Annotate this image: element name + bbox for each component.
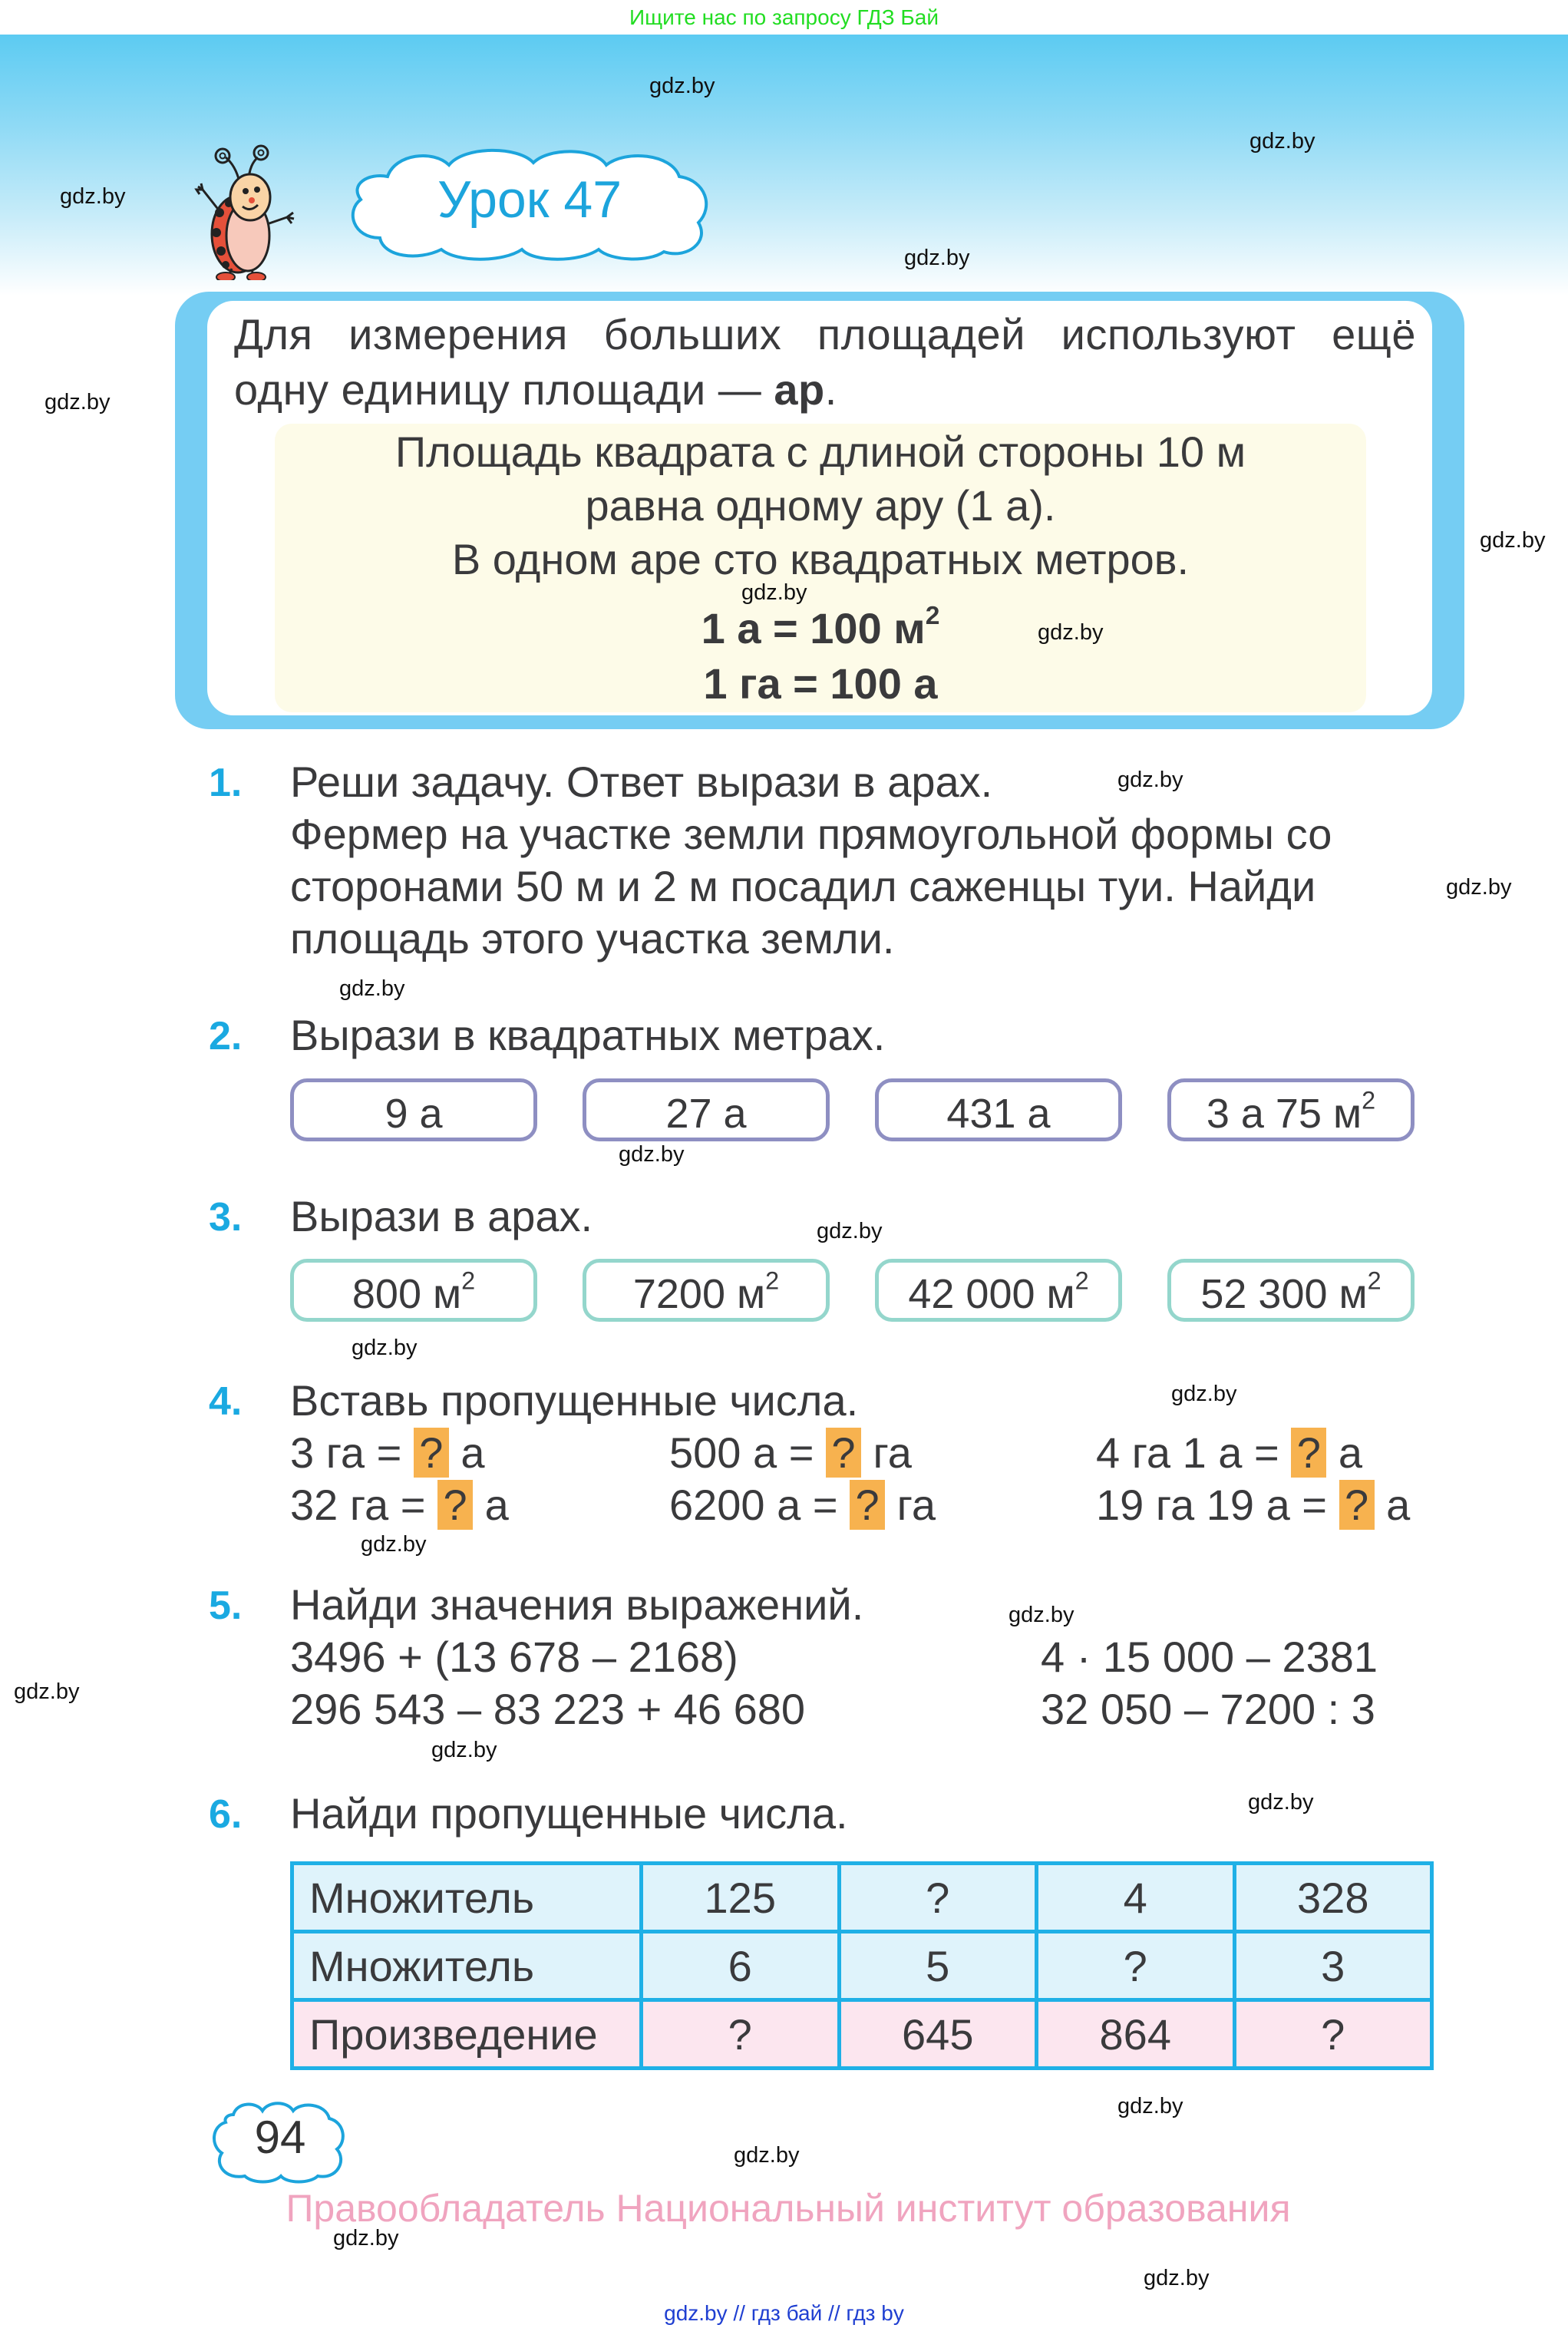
info-intro-text: одну единицу площади — (234, 365, 774, 414)
formula-are-text: 1 а = 100 м (701, 604, 926, 652)
task-2-item-exp: 2 (1362, 1086, 1376, 1115)
table-cell: 645 (839, 2000, 1037, 2069)
watermark-text: gdz.by (1038, 620, 1104, 645)
watermark-text: gdz.by (1117, 2094, 1183, 2118)
table-cell: 864 (1037, 2000, 1235, 2069)
table-row (292, 1864, 1432, 1932)
eq-right: а (1326, 1428, 1362, 1477)
table-cell: 328 (1234, 1864, 1432, 1932)
rule-line-1: Площадь квадрата с длиной стороны 10 м (394, 428, 1246, 476)
watermark-text: gdz.by (333, 2226, 399, 2250)
watermark-text: gdz.by (619, 1142, 685, 1167)
eq-right: а (473, 1481, 509, 1529)
task-2-title: Вырази в квадратных метрах. (290, 1011, 886, 1059)
info-intro-line-2 (234, 362, 1416, 418)
task-3-item-text: 42 000 м (908, 1271, 1075, 1317)
table-cell[interactable]: ? (1234, 2000, 1432, 2069)
lesson-title: Урок 47 (437, 170, 622, 229)
task-4-number: 4. (209, 1379, 243, 1424)
task-2-number: 2. (209, 1014, 243, 1058)
task-2-item[interactable] (583, 1078, 830, 1141)
task-4-equation (290, 1480, 509, 1530)
task-1-number: 1. (209, 761, 243, 805)
eq-left: 19 га 19 а = (1096, 1481, 1339, 1529)
task-4-equation (1096, 1480, 1410, 1530)
task-2-item[interactable] (1167, 1078, 1415, 1141)
task-1-line-1: Реши задачу. Ответ вырази в арах. (290, 758, 993, 806)
task-1-line-2: Фермер на участке земли прямоугольной формы со (290, 810, 1332, 858)
info-intro (234, 307, 1416, 418)
ladybug-mascot-icon (192, 142, 299, 280)
bottom-links[interactable]: gdz.by // гдз бай // гдз by (664, 2301, 904, 2325)
formula-are-exponent: 2 (925, 601, 940, 630)
watermark-text: gdz.by (1249, 129, 1315, 154)
task-5-number: 5. (209, 1583, 243, 1628)
info-intro-term: ар (774, 365, 825, 414)
watermark-text: gdz.by (60, 184, 126, 209)
task-4-equation (290, 1428, 485, 1478)
eq-right: га (885, 1481, 936, 1529)
task-3-item-text: 800 м (352, 1271, 462, 1317)
formula-hectare: 1 га = 100 а (703, 659, 938, 708)
eq-right: а (1374, 1481, 1411, 1529)
task-5-title: Найди значения выражений. (290, 1580, 864, 1629)
task-3-item-text: 52 300 м (1200, 1271, 1368, 1317)
table-cell: 5 (839, 1932, 1037, 2000)
expression: 32 050 – 7200 : 3 (1041, 1685, 1375, 1733)
task-4-equation (1096, 1428, 1362, 1478)
task-3-item[interactable] (583, 1259, 830, 1322)
answer-placeholder[interactable]: ? (850, 1480, 885, 1530)
eq-left: 6200 а = (669, 1481, 850, 1529)
answer-placeholder[interactable]: ? (1291, 1428, 1326, 1478)
watermark-text: gdz.by (649, 74, 715, 98)
task-4-title: Вставь пропущенные числа. (290, 1376, 859, 1425)
task-6-number: 6. (209, 1792, 243, 1837)
table-cell: 4 (1037, 1864, 1235, 1932)
watermark-text: gdz.by (1171, 1382, 1237, 1406)
task-3-item[interactable] (290, 1259, 537, 1322)
watermark-text: gdz.by (14, 1679, 80, 1704)
top-banner[interactable]: Ищите нас по запросу ГДЗ Бай (629, 5, 939, 29)
expression: 296 543 – 83 223 + 46 680 (290, 1685, 806, 1733)
task-3-title: Вырази в арах. (290, 1192, 593, 1240)
task-1-line-3: сторонами 50 м и 2 м посадил саженцы туи. Найди (290, 862, 1316, 910)
rule-line-2: равна одному ару (1 а). (585, 481, 1056, 530)
table-cell: 6 (642, 1932, 840, 2000)
table-cell[interactable]: ? (839, 1864, 1037, 1932)
watermark-text: gdz.by (817, 1219, 883, 1243)
table-cell[interactable]: ? (1037, 1932, 1235, 2000)
watermark-text: gdz.by (741, 580, 807, 605)
table-row (292, 2000, 1432, 2069)
eq-right: га (860, 1428, 912, 1477)
info-intro-period: . (824, 365, 837, 414)
multiplication-table (290, 1861, 1434, 2070)
table-cell[interactable]: ? (642, 2000, 840, 2069)
formula-are (275, 603, 1366, 653)
answer-placeholder[interactable]: ? (826, 1428, 861, 1478)
task-2-item-text: 3 а 75 м (1206, 1091, 1362, 1137)
watermark-text: gdz.by (352, 1336, 418, 1360)
eq-left: 3 га = (290, 1428, 414, 1477)
copyright-notice: Правообладатель Национальный институт образования (286, 2187, 1291, 2230)
answer-placeholder[interactable]: ? (437, 1480, 473, 1530)
page-number: 94 (254, 2112, 306, 2163)
task-4-equation (669, 1480, 936, 1530)
task-6-title: Найди пропущенные числа. (290, 1789, 848, 1838)
task-3-item[interactable] (1167, 1259, 1415, 1322)
task-3-number: 3. (209, 1195, 243, 1240)
answer-placeholder[interactable]: ? (1339, 1480, 1375, 1530)
task-1-line-4: площадь этого участка земли. (290, 914, 895, 963)
watermark-text: gdz.by (1117, 768, 1183, 792)
table-cell: 3 (1234, 1932, 1432, 2000)
table-cell: 125 (642, 1864, 840, 1932)
expression: 3496 + (13 678 – 2168) (290, 1633, 738, 1681)
watermark-text: gdz.by (1446, 875, 1512, 900)
task-4-equation (669, 1428, 912, 1478)
watermark-text: gdz.by (734, 2143, 800, 2168)
row-label: Множитель (292, 1932, 642, 2000)
task-2-item-text: 431 а (946, 1091, 1051, 1137)
watermark-text: gdz.by (1008, 1603, 1074, 1627)
watermark-text: gdz.by (1144, 2266, 1210, 2290)
watermark-text: gdz.by (1480, 528, 1546, 553)
answer-placeholder[interactable]: ? (414, 1428, 449, 1478)
eq-right: а (448, 1428, 485, 1477)
eq-left: 500 а = (669, 1428, 826, 1477)
task-3-item-text: 7200 м (632, 1271, 766, 1317)
task-3-item-exp: 2 (765, 1266, 780, 1295)
task-2-item-text: 9 а (385, 1091, 443, 1137)
task-2-item[interactable] (290, 1078, 537, 1141)
info-intro-line-1: Для измерения больших площадей используют ещё (234, 310, 1416, 358)
task-3-item-exp: 2 (461, 1266, 476, 1295)
watermark-text: gdz.by (339, 976, 405, 1001)
watermark-text: gdz.by (431, 1738, 497, 1762)
watermark-text: gdz.by (1248, 1790, 1314, 1815)
eq-left: 4 га 1 а = (1096, 1428, 1292, 1477)
watermark-text: gdz.by (361, 1532, 427, 1557)
table-row (292, 1932, 1432, 2000)
rule-line-3: В одном аре сто квадратных метров. (451, 535, 1190, 583)
task-2-item-text: 27 а (665, 1091, 747, 1137)
task-3-item-exp: 2 (1074, 1266, 1089, 1295)
row-label: Множитель (292, 1864, 642, 1932)
task-3-item[interactable] (875, 1259, 1122, 1322)
expression: 4 · 15 000 – 2381 (1041, 1633, 1378, 1681)
task-2-item[interactable] (875, 1078, 1122, 1141)
eq-left: 32 га = (290, 1481, 438, 1529)
watermark-text: gdz.by (45, 390, 111, 414)
task-3-item-exp: 2 (1367, 1266, 1381, 1295)
watermark-text: gdz.by (904, 246, 970, 270)
row-label: Произведение (292, 2000, 642, 2069)
